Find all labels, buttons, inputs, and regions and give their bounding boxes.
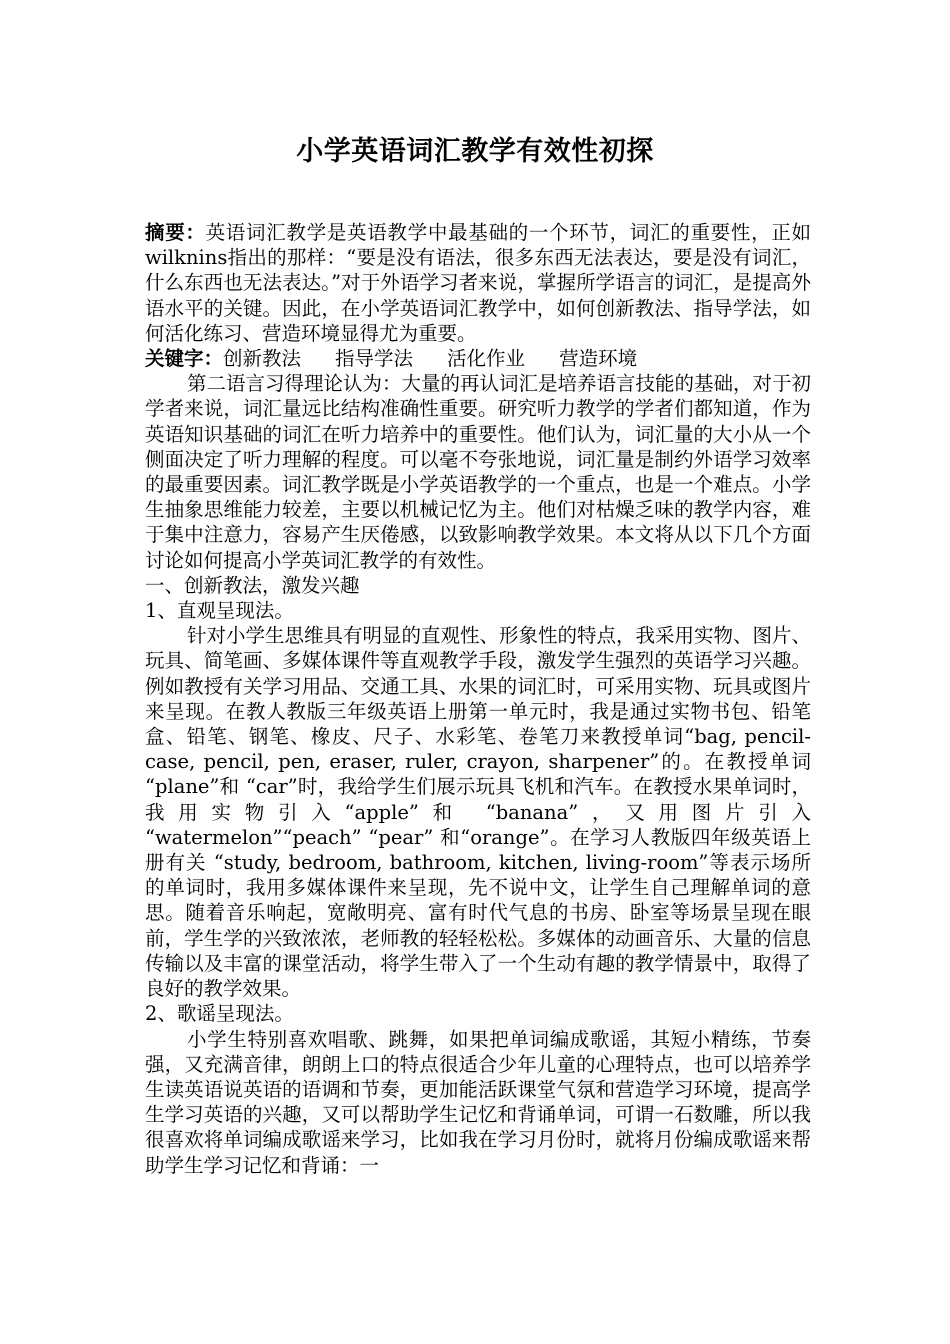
section-heading: 一、创新教法，激发兴趣 bbox=[145, 573, 360, 597]
body-paragraph: 针对小学生思维具有明显的直观性、形象性的特点，我采用实物、图片、玩具、简笔画、多媒体课件等直观教学手段，激发学生强烈的英语学习兴趣。例如教授有关学习用品、交通工具、水果的词汇时，可采用实物、玩具或图片来呈现。在教人教版三年级英语上册第一单元时，我是通过实物书包、铅笔盒、铅笔、钢笔、橡皮、尺子、水彩笔、卷笔刀来教授单词“bag, pencil-case, pencil, pen, eraser, ruler, crayon, sharpener”的。在教授单词 “plane”和 “car”时，我给学生们展示玩具飞机和汽车。在教授水果单词时，我用实物引入“apple”和 “banana”，又用图片引入 “watermelon”“peach” “pear” 和“orange”。在学习人教版四年级英语上册有关 “study, bedroom, bathroom, kitchen, living-room”等表示场所的单词时，我用多媒体课件来呈现，先不说中文，让学生自己理解单词的意思。随着音乐响起，宽敞明亮、富有时代气息的书房、卧室等场景呈现在眼前，学生学的兴致浓浓，老师教的轻轻松松。多媒体的动画音乐、大量的信息传输以及丰富的课堂活动，将学生带入了一个生动有趣的教学情景中，取得了良好的教学效果。 bbox=[145, 624, 812, 1001]
subsection-heading: 1、直观呈现法。 bbox=[145, 599, 294, 623]
document-title: 小学英语词汇教学有效性初探 bbox=[296, 136, 654, 167]
intro-paragraph: 第二语言习得理论认为：大量的再认词汇是培养语言技能的基础，对于初学者来说，词汇量远比结构准确性重要。研究听力教学的学者们都知道，作为英语知识基础的词汇在听力培养中的重要性。他们认为，词汇量的大小从一个侧面决定了听力理解的程度。可以毫不夸张地说，词汇量是制约外语学习效率的最重要因素。词汇教学既是小学英语教学的一个重点，也是一个难点。小学生抽象思维能力较差，主要以机械记忆为主。他们对枯燥乏味的教学内容，难于集中注意力，容易产生厌倦感，以致影响教学效果。本文将从以下几个方面讨论如何提高小学英词汇教学的有效性。 bbox=[145, 372, 812, 572]
keyword-item: 创新教法 bbox=[223, 347, 302, 371]
body-paragraph: 小学生特别喜欢唱歌、跳舞，如果把单词编成歌谣，其短小精练，节奏强，又充满音律，朗朗上口的特点很适合少年儿童的心理特点，也可以培养学生读英语说英语的语调和节奏，更加能活跃课堂气氛和营造学习环境，提高学生学习英语的兴趣，又可以帮助学生记忆和背诵单词，可谓一石数雕，所以我很喜欢将单词编成歌谣来学习，比如我在学习月份时，就将月份编成歌谣来帮助学生学习记忆和背诵：一 bbox=[145, 1027, 811, 1177]
keywords-label: 关键字： bbox=[145, 347, 224, 371]
keywords-line bbox=[145, 346, 811, 371]
document-body bbox=[145, 220, 811, 1178]
abstract-label: 摘要： bbox=[145, 221, 206, 244]
abstract-paragraph bbox=[145, 220, 811, 346]
keyword-item: 指导学法 bbox=[335, 347, 414, 371]
keyword-item: 营造环境 bbox=[559, 347, 638, 371]
keyword-item: 活化作业 bbox=[447, 347, 526, 371]
subsection-heading: 2、歌谣呈现法。 bbox=[145, 1002, 294, 1026]
abstract-text: 英语词汇教学是英语教学中最基础的一个环节，词汇的重要性，正如wilknins指出的那样：“要是没有语法，很多东西无法表达，要是没有词汇，什么东西也无法表达。”对于外语学习者来说，掌握所学语言的词汇，是提高外语水平的关键。因此，在小学英语词汇教学中，如何创新教法、指导学法，如何活化练习、营造环境显得尤为重要。 bbox=[145, 221, 811, 345]
